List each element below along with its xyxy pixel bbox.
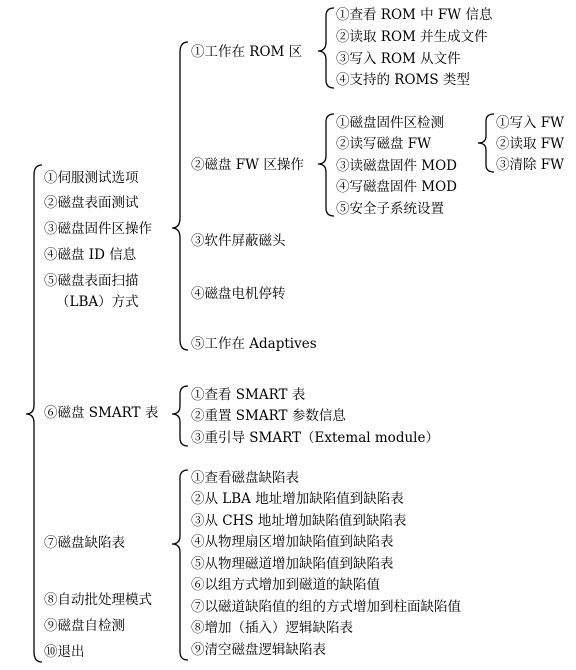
smart-item-view: ①查看 SMART 表 [191,387,306,403]
root-item-surface-scan-lba: （LBA）方式 [56,294,139,310]
root-item-smart: ⑥磁盘 SMART 表 [44,405,159,421]
root-item-disk-id: ④磁盘 ID 信息 [44,247,137,263]
defect-brace [172,470,188,660]
root-item-batch-mode: ⑧自动批处理模式 [44,592,152,608]
rom-item-view: ①查看 ROM 中 FW 信息 [336,7,493,23]
rw-item-read: ②读取 FW [496,136,565,152]
defect-item-from-lba: ②从 LBA 地址增加缺陷值到缺陷表 [191,491,404,507]
fw-item-motor-stop: ④磁盘电机停转 [191,286,286,302]
fw-item-fw-area: ②磁盘 FW 区操作 [191,157,304,173]
defect-item-group-cylinder: ⑦以磁道缺陷值的组的方式增加到柱面缺陷值 [191,599,461,615]
root-item-defect-table: ⑦磁盘缺陷表 [44,535,125,551]
fw-area-item-security: ⑤安全子系统设置 [336,201,444,217]
fw-item-mask-heads: ③软件屏蔽磁头 [191,233,286,249]
root-item-exit: ⑩退出 [44,644,85,660]
fw-item-rom: ①工作在 ROM 区 [191,44,303,60]
defect-item-from-chs: ③从 CHS 地址增加缺陷值到缺陷表 [191,513,407,529]
rw-brace [478,114,494,172]
fw-area-item-rw: ②读写磁盘 FW [336,136,432,152]
fw-area-item-read-mod: ③读磁盘固件 MOD [336,158,458,174]
rw-item-clear: ③清除 FW [496,157,565,173]
rom-item-write: ③写入 ROM 从文件 [336,51,461,67]
defect-item-from-sector: ④从物理扇区增加缺陷值到缺陷表 [191,534,394,550]
fw-brace [318,114,334,216]
root-item-servo-test: ①伺服测试选项 [44,170,139,186]
root-brace [26,165,42,662]
smart-brace [172,386,188,446]
root-item-firmware-ops: ③磁盘固件区操作 [44,221,152,237]
fw-item-adaptives: ⑤工作在 Adaptives [191,336,317,352]
smart-item-reboot: ③重引导 SMART（Extemal module） [191,430,439,446]
defect-item-view: ①查看磁盘缺陷表 [191,470,299,486]
rom-item-types: ④支持的 ROMS 类型 [336,72,470,88]
defect-item-insert-logical: ⑧增加（插入）逻辑缺陷表 [191,620,353,636]
defect-item-group-track: ⑥以组方式增加到磁道的缺陷值 [191,577,380,593]
root-item-surface-scan: ⑤磁盘表面扫描 [44,273,139,289]
firmware-brace [172,42,188,350]
rom-brace [318,8,334,88]
root-item-surface-test: ②磁盘表面测试 [44,195,139,211]
defect-item-from-track: ⑤从物理磁道增加缺陷值到缺陷表 [191,556,394,572]
root-item-self-test: ⑨磁盘自检测 [44,618,125,634]
fw-area-item-write-mod: ④写磁盘固件 MOD [336,179,458,195]
rom-item-read: ②读取 ROM 并生成文件 [336,29,488,45]
fw-area-item-detect: ①磁盘固件区检测 [336,115,444,131]
smart-item-reset: ②重置 SMART 参数信息 [191,408,346,424]
defect-item-clear-logical: ⑨清空磁盘逻辑缺陷表 [191,642,326,658]
rw-item-write: ①写入 FW [496,115,565,131]
